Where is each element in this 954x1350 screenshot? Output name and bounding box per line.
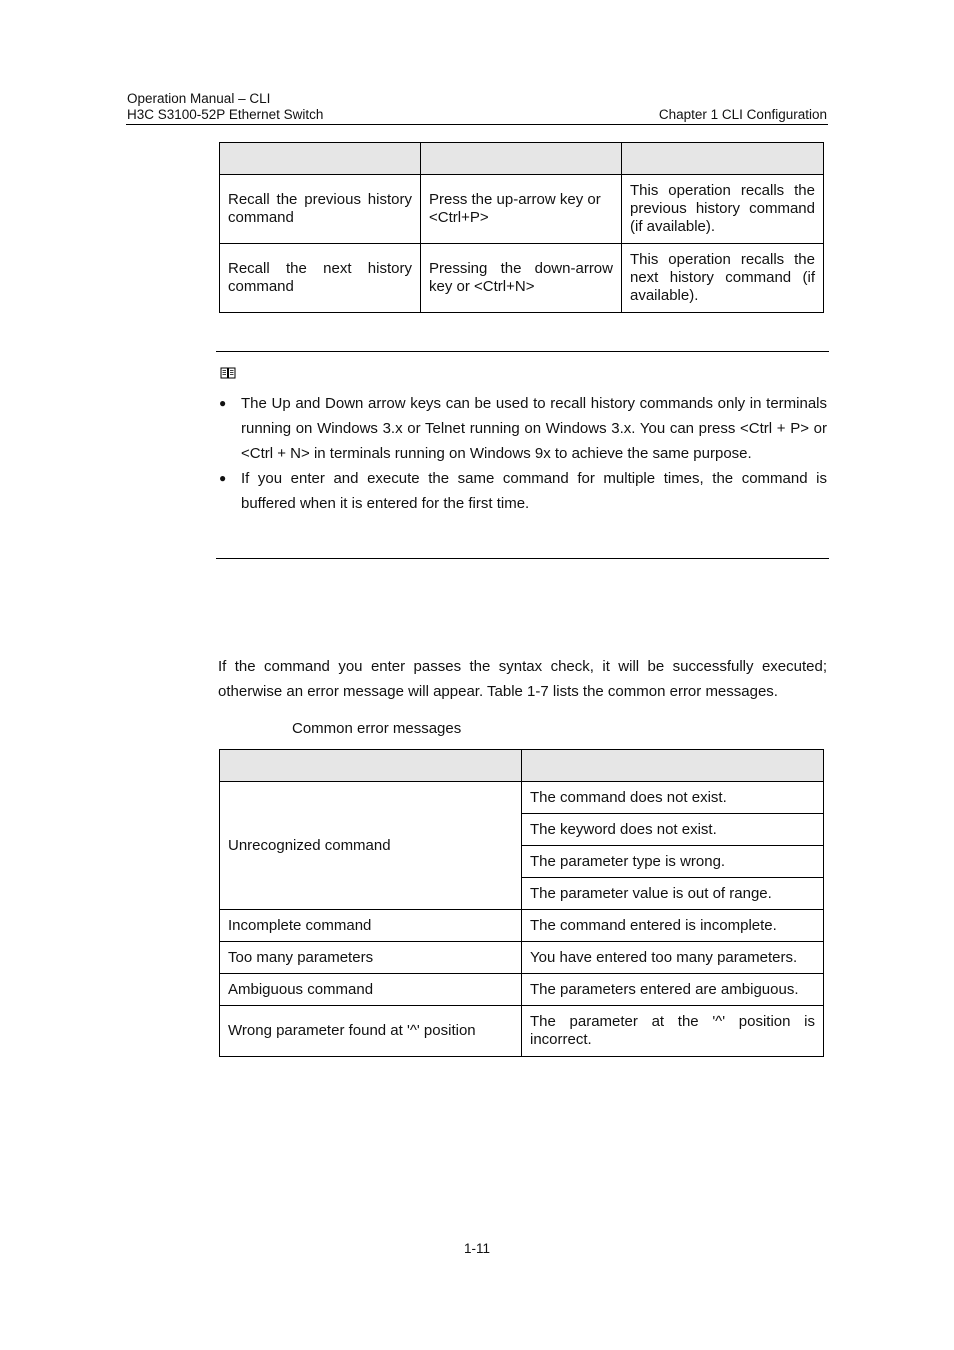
bullet: ●: [219, 396, 227, 410]
body-paragraph: If the command you enter passes the syntax check, it will be successfully executed; otherwise an error message will appear. Table 1-7 lists the common error messages.: [218, 658, 827, 700]
column-header: [220, 750, 522, 782]
bullet: ●: [219, 471, 227, 485]
message-cell: Unrecognized command: [220, 782, 522, 910]
table-row: [220, 1006, 824, 1057]
result-cell: This operation recalls the next history command (if available).: [622, 244, 824, 313]
message-cell: Incomplete command: [220, 910, 522, 942]
table-row: [220, 244, 824, 313]
book-icon: [220, 366, 236, 380]
error-messages-table: [219, 749, 824, 1057]
column-header: [220, 143, 421, 175]
column-header: [622, 143, 824, 175]
chapter-title: Chapter 1 CLI Configuration: [658, 107, 827, 122]
message-cell: Too many parameters: [220, 942, 522, 974]
table-header-row: [220, 143, 824, 175]
column-header: [421, 143, 622, 175]
product-name: H3C S3100-52P Ethernet Switch: [127, 107, 324, 122]
manual-title: Operation Manual – CLI: [127, 91, 271, 106]
reason-cell: The keyword does not exist.: [522, 814, 824, 846]
message-cell: Wrong parameter found at '^' position: [220, 1006, 522, 1057]
note-list: [216, 391, 827, 516]
table-row: [220, 175, 824, 244]
history-keys-table: [219, 142, 824, 313]
note-item-text: The Up and Down arrow keys can be used to recall history commands only in terminals running on Windows 3.x or Telnet running on Windows 3.x. You can press <Ctrl + P> or <Ctrl + N> in terminals running on Windows 9x to achieve the same purpose.: [241, 395, 827, 462]
note-item: [216, 466, 827, 516]
message-cell: Ambiguous command: [220, 974, 522, 1006]
keys-cell: Press the up-arrow key or <Ctrl+P>: [421, 175, 622, 244]
reason-cell: The command does not exist.: [522, 782, 824, 814]
table-caption: Common error messages: [292, 720, 462, 737]
note-top-rule: [216, 351, 829, 352]
operation-cell: Recall the next history command: [220, 244, 421, 313]
note-item-text: If you enter and execute the same command for multiple times, the command is buffered when it is entered for the first time.: [241, 470, 827, 512]
note-bottom-rule: [216, 558, 829, 559]
table-row: [220, 782, 824, 814]
column-header: [522, 750, 824, 782]
reason-cell: The parameters entered are ambiguous.: [522, 974, 824, 1006]
page-number: 1-11: [463, 1241, 491, 1256]
reason-cell: The parameter type is wrong.: [522, 846, 824, 878]
reason-cell: The command entered is incomplete.: [522, 910, 824, 942]
table-header-row: [220, 750, 824, 782]
note-item: [216, 391, 827, 466]
reason-cell: The parameter value is out of range.: [522, 878, 824, 910]
keys-cell: Pressing the down-arrow key or <Ctrl+N>: [421, 244, 622, 313]
table-row: [220, 974, 824, 1006]
operation-cell: Recall the previous history command: [220, 175, 421, 244]
reason-cell: The parameter at the '^' position is incorrect.: [522, 1006, 824, 1057]
table-row: [220, 910, 824, 942]
table-row: [220, 942, 824, 974]
header-rule: [126, 124, 828, 125]
result-cell: This operation recalls the previous history command (if available).: [622, 175, 824, 244]
reason-cell: You have entered too many parameters.: [522, 942, 824, 974]
